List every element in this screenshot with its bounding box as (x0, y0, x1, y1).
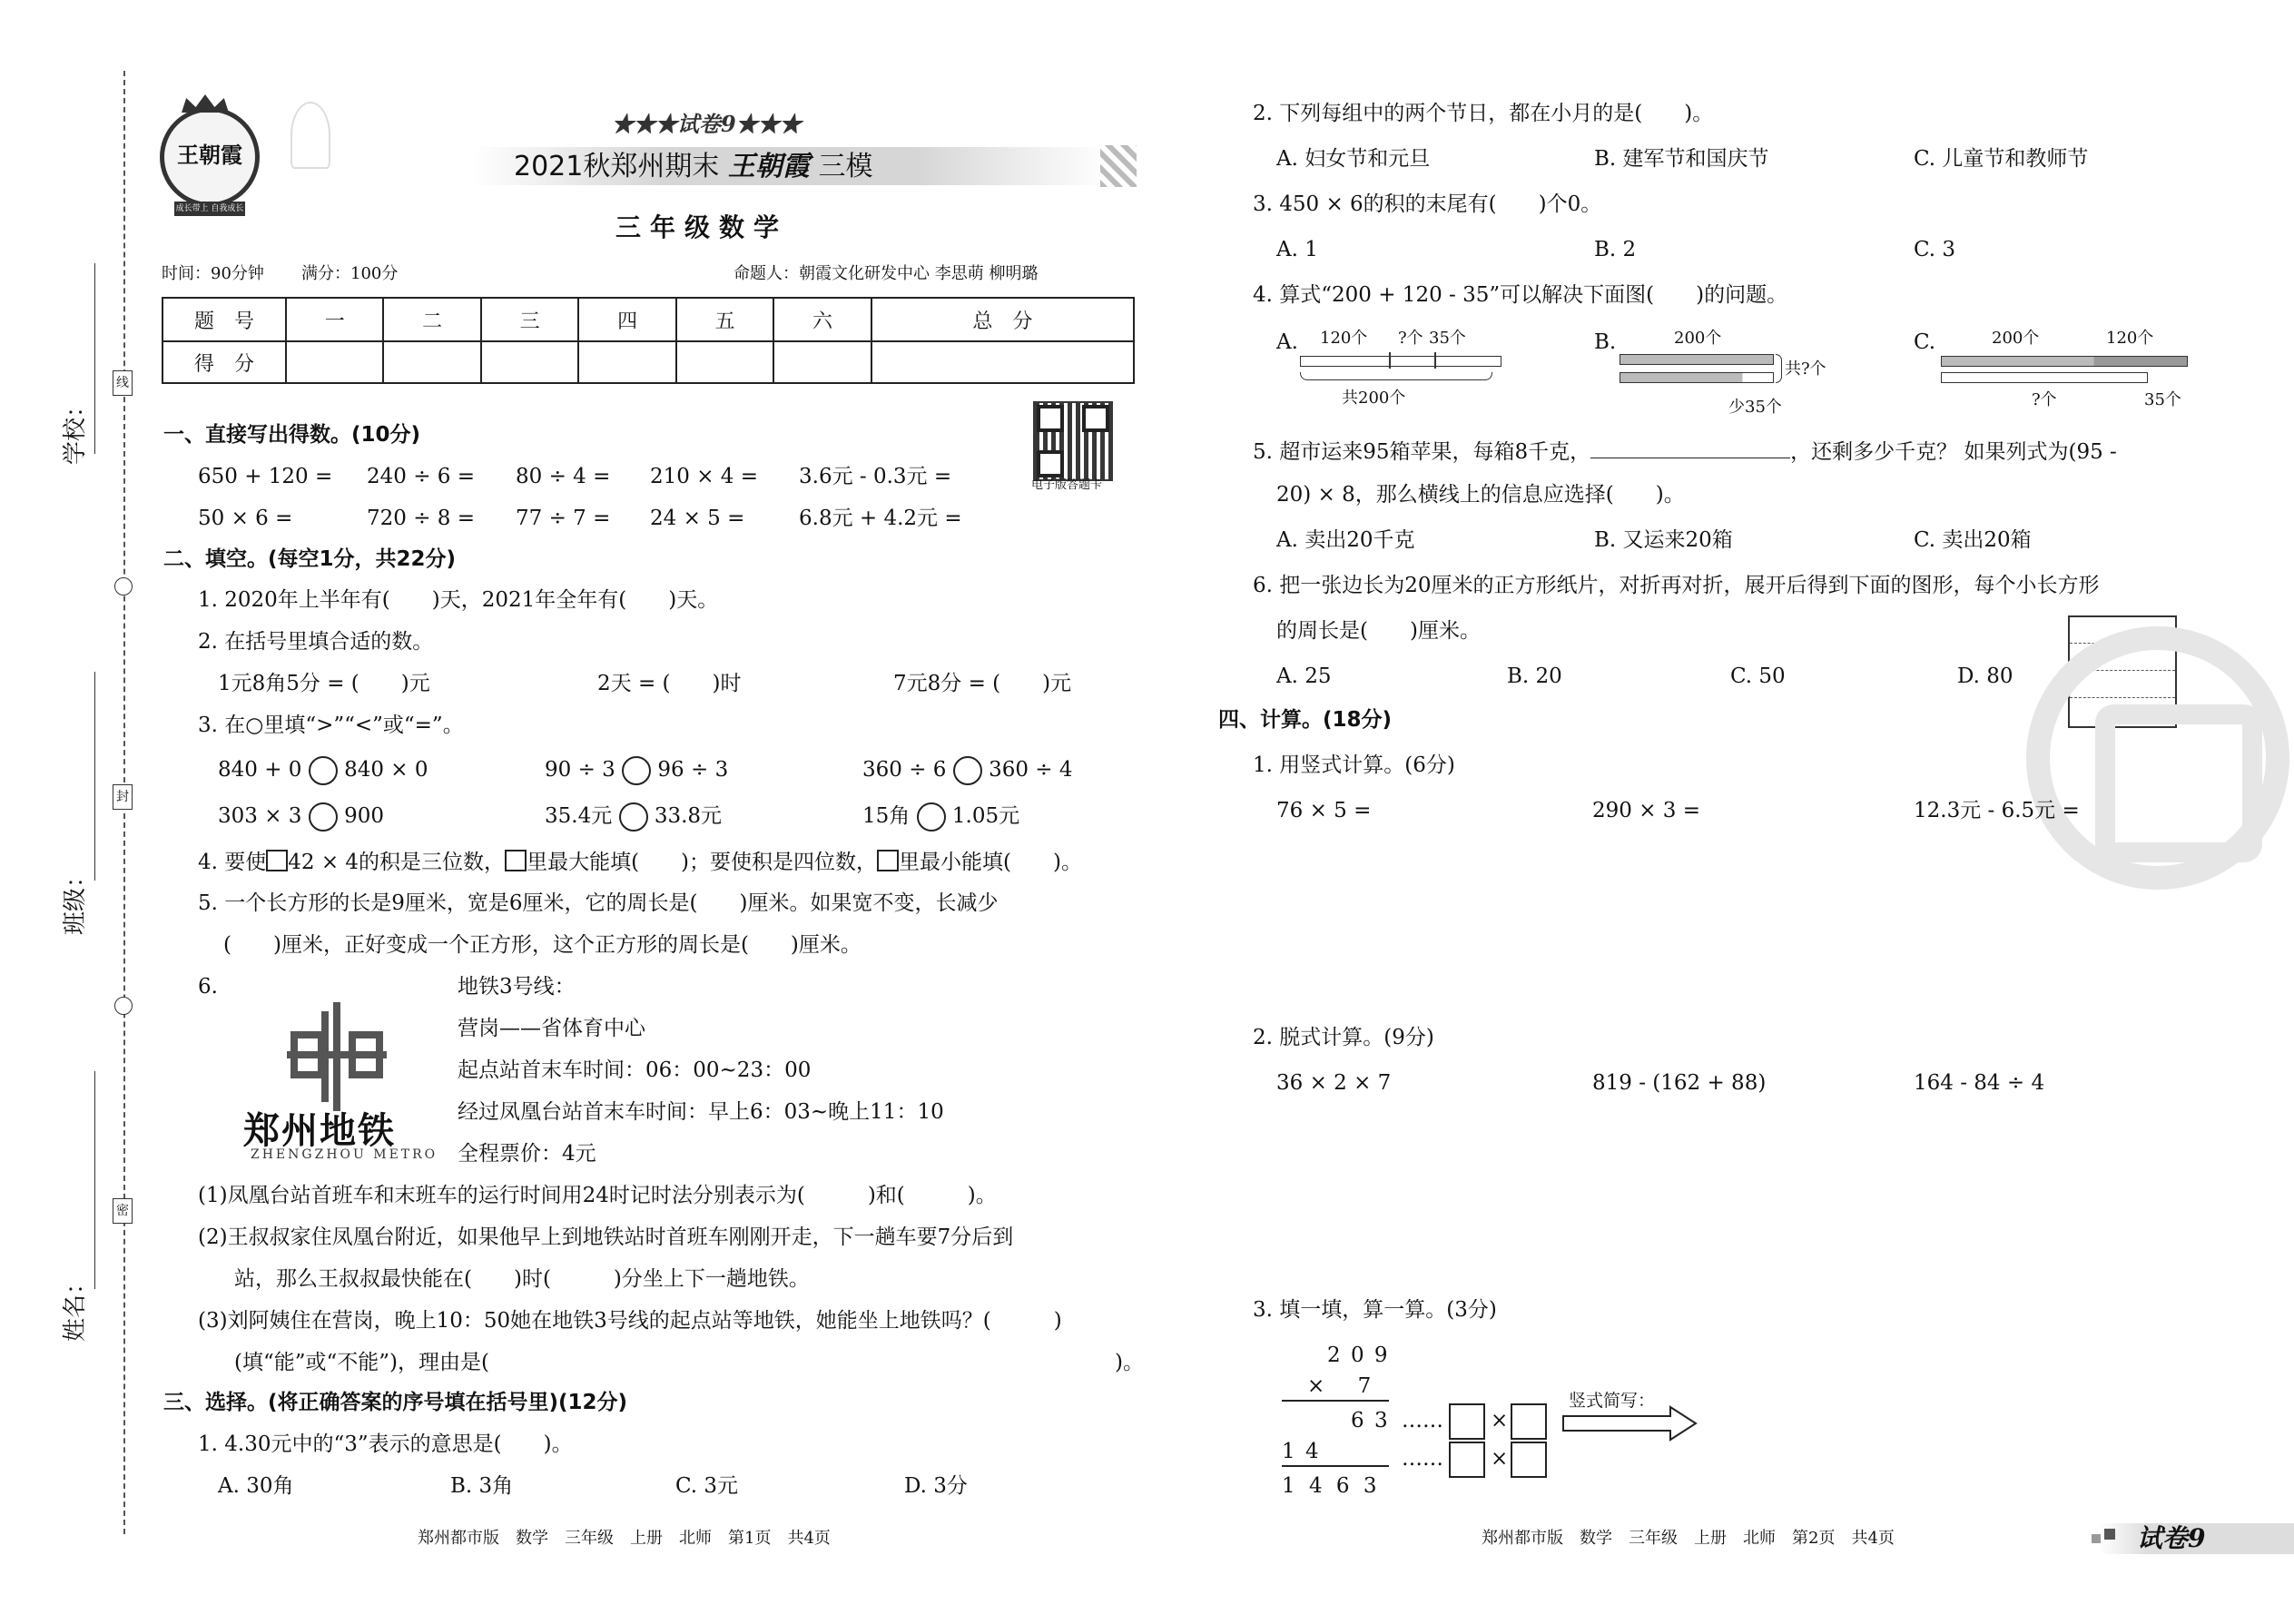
choice-q6-line1: 6. 把一张边长为20厘米的正方形纸片，对折再对折，展开后得到下面的图形，每个小长方形 (1253, 574, 2100, 597)
diagram-bar (1620, 354, 1774, 365)
oral-calc: 6.8元 + 4.2元 = (799, 507, 962, 530)
oral-calc: 24 × 5 = (650, 507, 745, 530)
fill-q2a: 1元8角5分 = ( )元 (218, 672, 430, 695)
diagram-label: 200个 (1674, 329, 1722, 348)
diagram-bar (1941, 372, 2148, 383)
diagram-label: ?个 (1398, 329, 1423, 348)
oral-calc: 650 + 120 = (198, 465, 333, 488)
digit-box (877, 850, 899, 871)
metro-q3-end: )。 (1115, 1351, 1144, 1374)
diagram-label: 共200个 (1342, 389, 1406, 408)
diagram-label: 35个 (1429, 329, 1466, 348)
vertical-line: 1 4 6 3 (1282, 1474, 1381, 1498)
compare-item: 840 + 0 840 × 0 (218, 756, 428, 785)
qr-finder (1037, 450, 1064, 477)
metro-info: 起点站首末车时间：06：00~23：00 (458, 1058, 812, 1082)
metro-q3-line2: (填“能”或“不能”)，理由是( (234, 1351, 489, 1374)
section-3-title: 三、选择。(将正确答案的序号填在括号里)(12分) (163, 1391, 628, 1414)
diagram-label: 少35个 (1728, 398, 1782, 417)
oral-calc: 80 ÷ 4 = (516, 465, 611, 488)
exam-time: 时间：90分钟 (162, 264, 264, 283)
fill-q1: 1. 2020年上半年有( )天，2021年全年有( )天。 (198, 588, 719, 612)
fill-q5-line1: 5. 一个长方形的长是9厘米，宽是6厘米，它的周长是( )厘米。如果宽不变，长减少 (198, 891, 999, 915)
footer-left: 郑州都市版 数学 三年级 上册 北师 第1页 共4页 (418, 1529, 831, 1548)
exam-title: 2021秋郑州期末 王朝霞 三模 (514, 151, 873, 182)
diagram-label: 120个 (2106, 329, 2154, 348)
subject-title: 三年级数学 (615, 212, 789, 242)
full-score: 满分：100分 (301, 264, 399, 283)
score-cell[interactable] (481, 341, 578, 383)
answer-box[interactable] (1449, 1442, 1485, 1478)
digit-box (266, 850, 288, 871)
compare-circle[interactable] (619, 802, 648, 832)
section-1-title: 一、直接写出得数。(10分) (163, 423, 421, 447)
secret-mark: 密 (113, 1198, 133, 1224)
compare-circle[interactable] (917, 802, 946, 832)
choice-option: C. (1914, 330, 1936, 354)
diagram-tick (1434, 352, 1436, 369)
diagram-label: 35个 (2144, 390, 2181, 409)
score-cell[interactable] (773, 341, 871, 383)
choice-option: C. 50 (1730, 664, 1786, 688)
vertical-calc: 12.3元 - 6.5元 = (1914, 799, 2080, 822)
vertical-line: 2 0 9 (1327, 1343, 1390, 1367)
times-sign: × (1491, 1409, 1509, 1432)
punch-hole-icon (114, 577, 133, 595)
school-label: 学校： (62, 393, 89, 465)
score-cell[interactable] (676, 341, 773, 383)
compare-item: 360 ÷ 6 360 ÷ 4 (862, 756, 1073, 785)
diagram-tick (1389, 352, 1391, 369)
answer-box[interactable] (1511, 1403, 1547, 1440)
choice-option: B. 3角 (450, 1474, 514, 1498)
score-cell[interactable] (383, 341, 480, 383)
answer-box[interactable] (1511, 1442, 1547, 1478)
choice-q5-line1: 5. 超市运来95箱苹果，每箱8千克， ，还剩多少千克？ 如果列式为(95 - (1253, 438, 2117, 466)
score-header-cell: 五 (676, 298, 773, 341)
oral-calc: 77 ÷ 7 = (516, 507, 611, 530)
qr-finder (1082, 405, 1109, 432)
footer-right: 郑州都市版 数学 三年级 上册 北师 第2页 共4页 (1482, 1529, 1895, 1548)
oral-calc: 720 ÷ 8 = (367, 507, 476, 530)
score-table (162, 297, 1135, 384)
name-field[interactable] (94, 1071, 95, 1289)
answer-box[interactable] (1449, 1403, 1485, 1440)
score-row-label: 得 分 (162, 341, 286, 383)
name-label: 姓名： (62, 1270, 89, 1342)
watermark-seal (2026, 626, 2289, 890)
qr-caption: 电子版答题卡 (1031, 478, 1103, 492)
answer-blank[interactable] (1590, 438, 1790, 458)
choice-option: C. 3元 (675, 1474, 739, 1498)
diagram-label: 120个 (1320, 329, 1368, 348)
score-header-cell: 四 (578, 298, 675, 341)
diagram-bar (1300, 356, 1501, 367)
calc-part1: 1. 用竖式计算。(6分) (1253, 753, 1455, 777)
class-field[interactable] (94, 672, 95, 881)
choice-option: B. 20 (1507, 664, 1562, 688)
metro-info: 地铁3号线： (458, 975, 576, 999)
diagram-brace (1776, 354, 1782, 383)
compare-circle[interactable] (309, 756, 338, 785)
choice-q3: 3. 450 × 6的积的末尾有( )个0。 (1253, 192, 1602, 216)
fill-q3: 3. 在○里填“>”“<”或“=”。 (198, 714, 464, 737)
compare-circle[interactable] (953, 756, 982, 785)
compare-circle[interactable] (309, 802, 338, 832)
line-mark: 线 (113, 370, 133, 396)
dots: …… (1402, 1447, 1443, 1471)
choice-option: A. 1 (1276, 238, 1318, 261)
choice-option: C. 3 (1914, 238, 1956, 261)
fill-q2c: 7元8分 = ( )元 (893, 672, 1072, 695)
fill-q2b: 2天 = ( )时 (597, 672, 742, 695)
metro-q2-line1: (2)王叔叔家住凤凰台附近，如果他早上到地铁站时首班车刚刚开走，下一趟车要7分后到 (198, 1225, 1014, 1249)
score-cell[interactable] (871, 341, 1134, 383)
title-band-deco (1100, 145, 1137, 187)
score-header-cell: 一 (286, 298, 383, 341)
paper-number: ★★★试卷9★★★ (612, 111, 802, 137)
footer-deco (2104, 1529, 2115, 1540)
section-2-title: 二、填空。(每空1分，共22分) (163, 547, 457, 571)
vertical-line: 6 3 (1351, 1409, 1390, 1432)
score-cell[interactable] (286, 341, 383, 383)
step-calc: 164 - 84 ÷ 4 (1914, 1071, 2045, 1095)
metro-q2-line2: 站，那么王叔叔最快能在( )时( )分坐上下一趟地铁。 (234, 1267, 810, 1291)
diagram-bar (1620, 372, 1774, 383)
choice-option: A. 卖出20千克 (1276, 528, 1415, 552)
times-sign: × (1491, 1447, 1509, 1471)
dots: …… (1402, 1409, 1443, 1432)
score-cell[interactable] (578, 341, 675, 383)
metro-info: 全程票价：4元 (458, 1142, 596, 1166)
fill-q6: 6. (198, 975, 218, 999)
compare-item: 303 × 3 900 (218, 802, 384, 832)
school-field[interactable] (94, 263, 95, 454)
ribbon-icon (290, 102, 330, 169)
diagram-brace (1300, 372, 1492, 380)
footer-tag: 试卷9 (2137, 1523, 2206, 1553)
choice-option: B. (1594, 330, 1617, 354)
compare-item: 90 ÷ 3 96 ÷ 3 (545, 756, 728, 785)
choice-option: C. 卖出20箱 (1914, 528, 2032, 552)
vertical-line: × 7 (1307, 1374, 1373, 1398)
choice-q2: 2. 下列每组中的两个节日，都在小月的是( )。 (1253, 102, 1714, 125)
choice-q1: 1. 4.30元中的“3”表示的意思是( )。 (198, 1432, 573, 1456)
seal-mark: 封 (113, 784, 133, 810)
vertical-calc: 290 × 3 = (1592, 799, 1701, 822)
crown-icon (182, 94, 229, 113)
step-calc: 36 × 2 × 7 (1276, 1071, 1392, 1095)
metro-logo-icon (287, 1002, 387, 1111)
oral-calc: 50 × 6 = (198, 507, 293, 530)
choice-q4: 4. 算式“200 + 120 - 35”可以解决下面图( )的问题。 (1253, 283, 1788, 307)
score-header-cell: 六 (773, 298, 871, 341)
diagram-label: ?个 (2032, 390, 2057, 409)
choice-option: D. 3分 (904, 1474, 968, 1498)
choice-q6-line2: 的周长是( )厘米。 (1276, 619, 1481, 643)
diagram-label: 共?个 (1785, 359, 1826, 379)
section-4-title: 四、计算。(18分) (1218, 708, 1393, 732)
oral-calc: 210 × 4 = (650, 465, 759, 488)
vertical-line: 1 4 (1282, 1440, 1321, 1463)
logo-slogan: 成长带上 自我成长 (174, 202, 245, 216)
vertical-calc: 76 × 5 = (1276, 799, 1372, 822)
authors: 命题人：朝霞文化研发中心 李思萌 柳明璐 (733, 264, 1039, 283)
compare-item: 15角 1.05元 (862, 802, 1019, 832)
choice-option: A. 30角 (218, 1474, 294, 1498)
brand-logo: 王朝霞 (160, 107, 260, 207)
class-label: 班级： (62, 863, 89, 935)
score-header-cell: 二 (383, 298, 480, 341)
score-header-cell: 题 号 (162, 298, 286, 341)
metro-q3-line1: (3)刘阿姨住在营岗，晚上10：50她在地铁3号线的起点站等地铁，她能坐上地铁吗？( ) (198, 1309, 1062, 1333)
digit-box (505, 850, 527, 871)
calc-part2: 2. 脱式计算。(9分) (1253, 1026, 1434, 1049)
choice-option: B. 又运来20箱 (1594, 528, 1733, 552)
metro-q1: (1)凤凰台站首班车和末班车的运行时间用24时记时法分别表示为( )和( )。 (198, 1184, 997, 1207)
oral-calc: 3.6元 - 0.3元 = (799, 465, 952, 488)
oral-calc: 240 ÷ 6 = (367, 465, 476, 488)
metro-info: 经过凤凰台站首末车时间：早上6：03~晚上11：10 (458, 1100, 944, 1124)
calc-part3: 3. 填一填，算一算。(3分) (1253, 1298, 1497, 1322)
vertical-rule (1282, 1465, 1389, 1467)
fill-q2: 2. 在括号里填合适的数。 (198, 630, 434, 654)
choice-option: B. 2 (1594, 238, 1637, 261)
score-header-cell: 总 分 (871, 298, 1134, 341)
step-calc: 819 - (162 + 88) (1592, 1071, 1767, 1095)
choice-option: C. 儿童节和教师节 (1914, 147, 2089, 171)
vertical-rule (1282, 1400, 1389, 1402)
compare-item: 35.4元 33.8元 (545, 802, 722, 832)
choice-option: B. 建军节和国庆节 (1594, 147, 1769, 171)
arrow-label: 竖式简写： (1569, 1391, 1656, 1411)
choice-option: A. 25 (1276, 664, 1332, 688)
punch-hole-icon (114, 997, 133, 1015)
fill-q4: 4. 要使 42 × 4的积是三位数， 里最大能填( )；要使积是四位数， 里最小能填( )。 (198, 851, 1082, 874)
diagram-label: 200个 (1992, 329, 2040, 348)
fill-q5-line2: ( )厘米，正好变成一个正方形，这个正方形的周长是( )厘米。 (223, 933, 861, 957)
choice-option: D. 80 (1957, 664, 2013, 688)
diagram-bar (1941, 356, 2188, 367)
qr-finder (1037, 405, 1064, 432)
choice-option: A. 妇女节和元旦 (1276, 147, 1431, 171)
footer-deco (2092, 1534, 2101, 1543)
compare-circle[interactable] (622, 756, 651, 785)
choice-q5-line2: 20) × 8，那么横线上的信息应选择( )。 (1276, 483, 1685, 507)
metro-info: 营岗——省体育中心 (458, 1017, 645, 1040)
metro-logo-text: 郑州地铁 (243, 1110, 396, 1152)
choice-option: A. (1276, 330, 1298, 354)
metro-logo-en: ZHENGZHOU METRO (251, 1147, 438, 1162)
score-header-cell: 三 (481, 298, 578, 341)
